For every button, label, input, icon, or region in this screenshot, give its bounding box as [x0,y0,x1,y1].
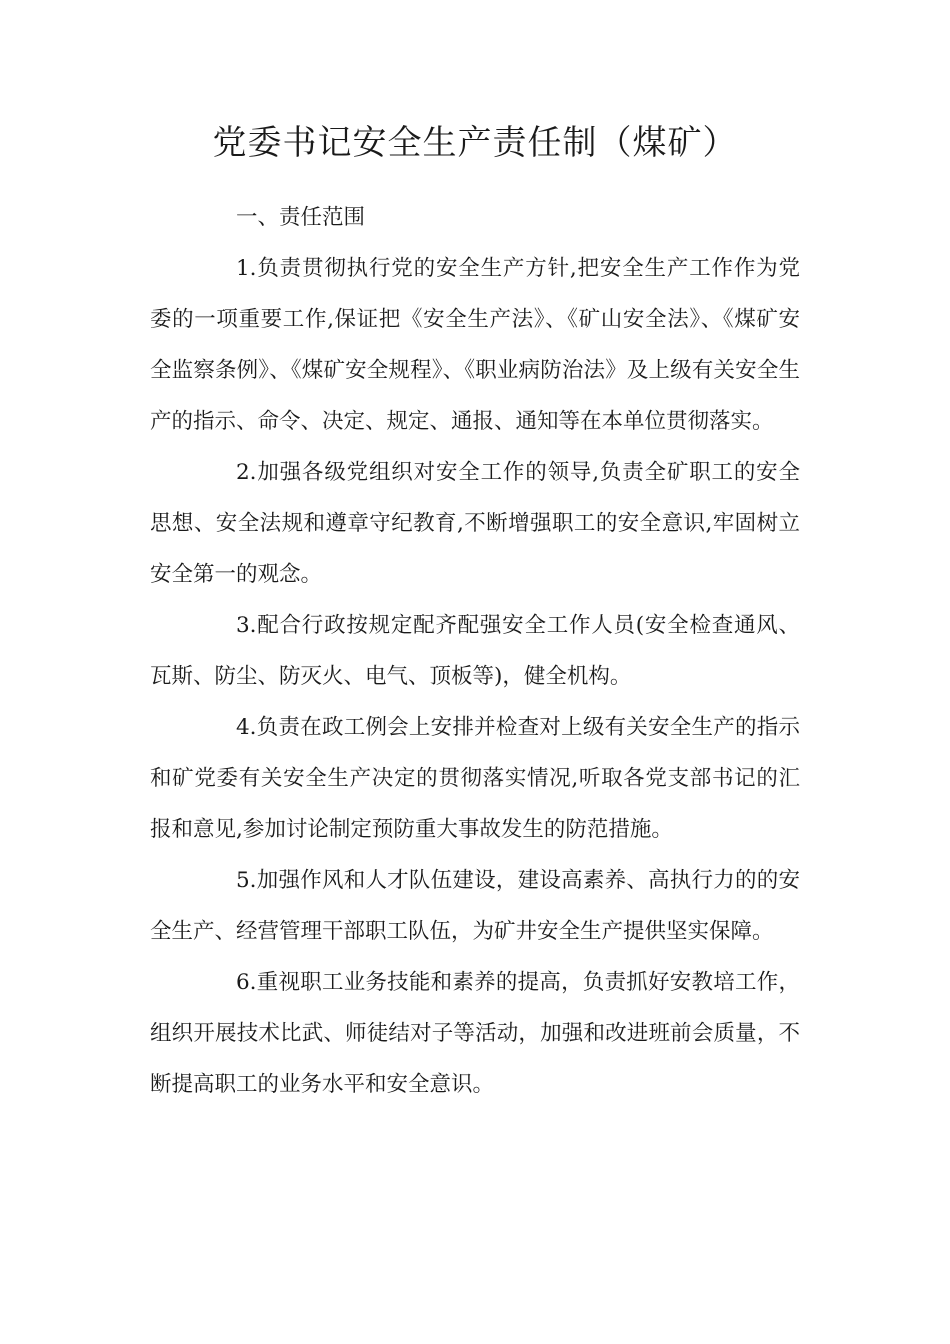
document-body [150,192,800,1110]
paragraph-4: 4.负责在政工例会上安排并检查对上级有关安全生产的指示和矿党委有关安全生产决定的贯彻落实情况,听取各党支部书记的汇报和意见,参加讨论制定预防重大事故发生的防范措施。 [150,715,800,842]
paragraph-2: 2.加强各级党组织对安全工作的领导,负责全矿职工的安全思想、安全法规和遵章守纪教育,不断增强职工的安全意识,牢固树立安全第一的观念。 [150,460,800,587]
paragraph-5: 5.加强作风和人才队伍建设，建设高素养、高执行力的的安全生产、经营管理干部职工队伍，为矿井安全生产提供坚实保障。 [150,868,800,944]
section-heading: 一、责任范围 [236,205,366,230]
paragraph-1: 1.负责贯彻执行党的安全生产方针,把安全生产工作作为党委的一项重要工作,保证把《安全生产法》、《矿山安全法》、《煤矿安全监察条例》、《煤矿安全规程》、《职业病防治法》及上级有关安全生产的指示、命令、决定、规定、通报、通知等在本单位贯彻落实。 [150,256,800,434]
paragraph-3: 3.配合行政按规定配齐配强安全工作人员(安全检查通风、瓦斯、防尘、防灭火、电气、顶板等)，健全机构。 [150,613,800,689]
paragraph-6: 6.重视职工业务技能和素养的提高，负责抓好安教培工作，组织开展技术比武、师徒结对子等活动，加强和改进班前会质量，不断提高职工的业务水平和安全意识。 [150,970,800,1097]
document-title: 党委书记安全生产责任制（煤矿） [212,123,738,163]
